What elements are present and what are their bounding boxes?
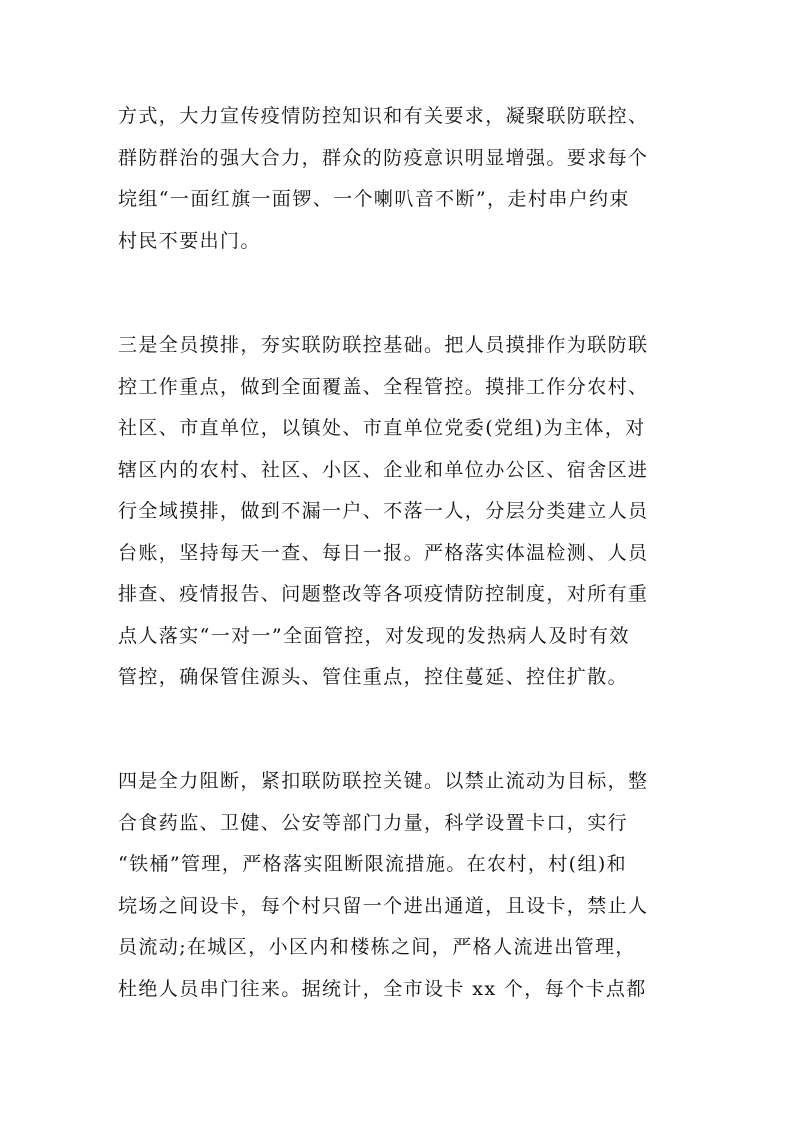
text-line: 群防群治的强大合力，群众的防疫意识明显增强。要求每个: [118, 146, 649, 169]
text-line: 行全域摸排，做到不漏一户、不落一人，分层分类建立人员: [118, 500, 649, 522]
text-line: 台账，坚持每天一查、每日一报。严格落实体温检测、人员: [118, 541, 649, 564]
text-line: 合食药监、卫健、公安等部门力量，科学设置卡口，实行: [118, 811, 629, 834]
text-line: 社区、市直单位，以镇处、市直单位党委(党组)为主体，对: [118, 417, 646, 439]
text-line: 管控，确保管住源头、管住重点，控住蔓延、控住扩散。: [118, 666, 629, 688]
text-line: 控工作重点，做到全面覆盖、全程管控。摸排工作分农村、: [118, 375, 649, 398]
text-line: 垸组“一面红旗一面锣、一个喇叭音不断”，走村串户约束: [118, 188, 630, 210]
paragraph-blocking: [118, 761, 698, 1010]
text-line: 杜绝人员串门往来。据统计，全市设卡 xx 个，每个卡点都: [118, 977, 647, 1000]
paragraph-publicity: [118, 96, 698, 262]
text-line: 辖区内的农村、社区、小区、企业和单位办公区、宿舍区进: [118, 458, 649, 481]
text-line: 排查、疫情报告、问题整改等各项疫情防控制度，对所有重: [118, 583, 649, 605]
paragraph-screening: [118, 325, 698, 699]
text-line: 三是全员摸排，夯实联防联控基础。把人员摸排作为联防联: [118, 334, 649, 356]
text-line: 垸场之间设卡，每个村只留一个进出通道，且设卡，禁止人: [118, 894, 649, 917]
text-line: 点人落实“一对一”全面管控，对发现的发热病人及时有效: [118, 624, 630, 647]
text-line: 村民不要出门。: [118, 229, 261, 252]
text-line: 四是全力阻断，紧扣联防联控关键。以禁止流动为目标，整: [118, 770, 649, 792]
text-line: 方式，大力宣传疫情防控知识和有关要求，凝聚联防联控、: [118, 105, 649, 127]
text-line: 员流动;在城区，小区内和楼栋之间，严格人流进出管理，: [118, 936, 636, 958]
text-line: “铁桶”管理，严格落实阻断限流措施。在农村，村(组)和: [118, 853, 628, 875]
